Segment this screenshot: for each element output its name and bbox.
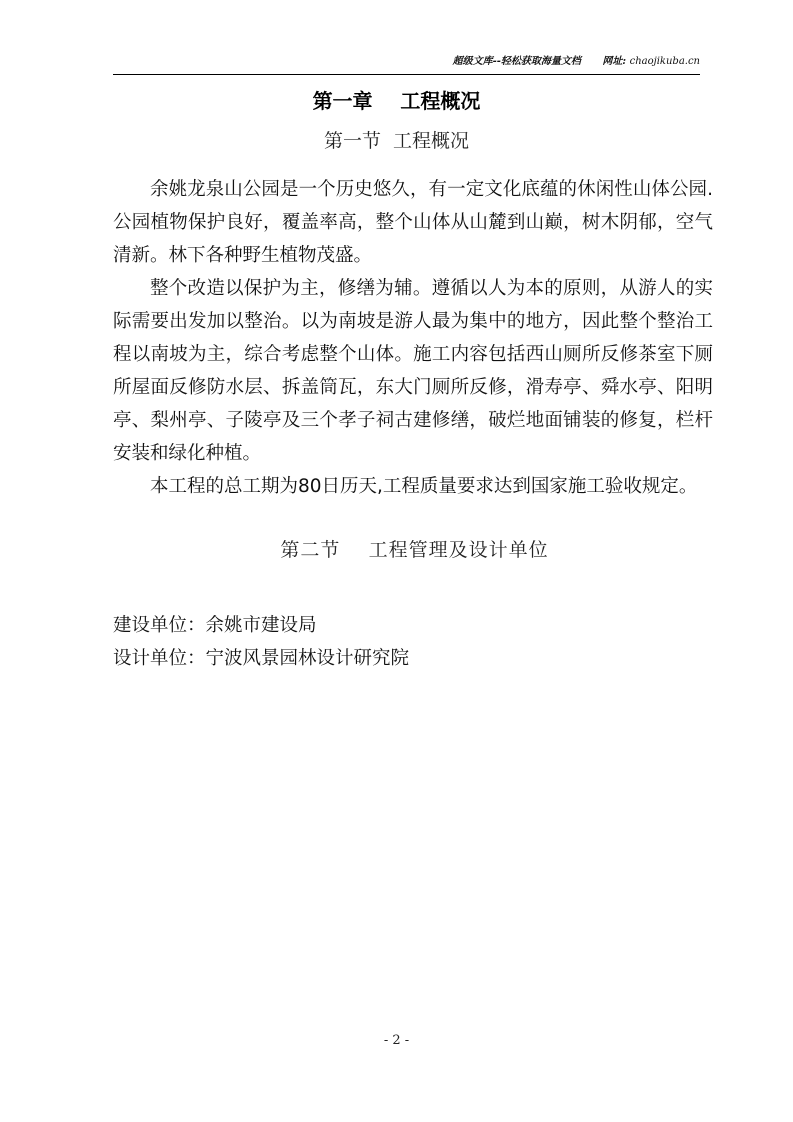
info-label: 设计单位： xyxy=(113,648,206,669)
chapter-title: 第一章 工程概况 xyxy=(312,89,481,113)
info-value: 宁波风景园林设计研究院 xyxy=(205,648,410,669)
info-row-construction-unit xyxy=(113,609,409,642)
section-title-management: 第二节 工程管理及设计单位 xyxy=(280,539,549,561)
paragraph-schedule-quality xyxy=(113,470,713,503)
paragraph-text: 余姚龙泉山公园是一个历史悠久，有一定文化底蕴的休闲性山体公园.公园植物保护良好，覆盖率高，整个山体从山麓到山巅，树木阴郁，空气清新。林下各种野生植物茂盛。 xyxy=(113,179,713,266)
paragraph-renovation-scope xyxy=(113,272,713,470)
header-banner-text: 超级文库--轻松获取海量文档 xyxy=(452,56,581,67)
paragraph-text: 本工程的总工期为80日历天,工程质量要求达到国家施工验收规定。 xyxy=(150,476,698,497)
info-row-design-unit xyxy=(113,642,409,675)
header-site-url: chaojikuba.cn xyxy=(629,56,700,67)
header-site-label: 网址: xyxy=(602,56,627,67)
paragraph-park-description xyxy=(113,173,713,272)
page-number: - 2 - xyxy=(383,1033,410,1048)
paragraph-text: 整个改造以保护为主，修缮为辅。遵循以人为本的原则，从游人的实际需要出发加以整治。以为南坡是游人最为集中的地方，因此整个整治工程以南坡为主，综合考虑整个山体。施工内容包括西山厕所反修茶室下厕所屋面反修防水层、拆盖筒瓦，东大门厕所反修，滑寿亭、舜水亭、阳明亭、梨州亭、子陵亭及三个孝子祠古建修缮，破烂地面铺装的修复，栏杆安装和绿化种植。 xyxy=(113,278,713,464)
info-value: 余姚市建设局 xyxy=(205,615,317,636)
page-header xyxy=(113,52,700,75)
info-label: 建设单位： xyxy=(113,615,206,636)
section-title-overview: 第一节 工程概况 xyxy=(323,130,470,152)
organization-info-list xyxy=(113,609,409,675)
